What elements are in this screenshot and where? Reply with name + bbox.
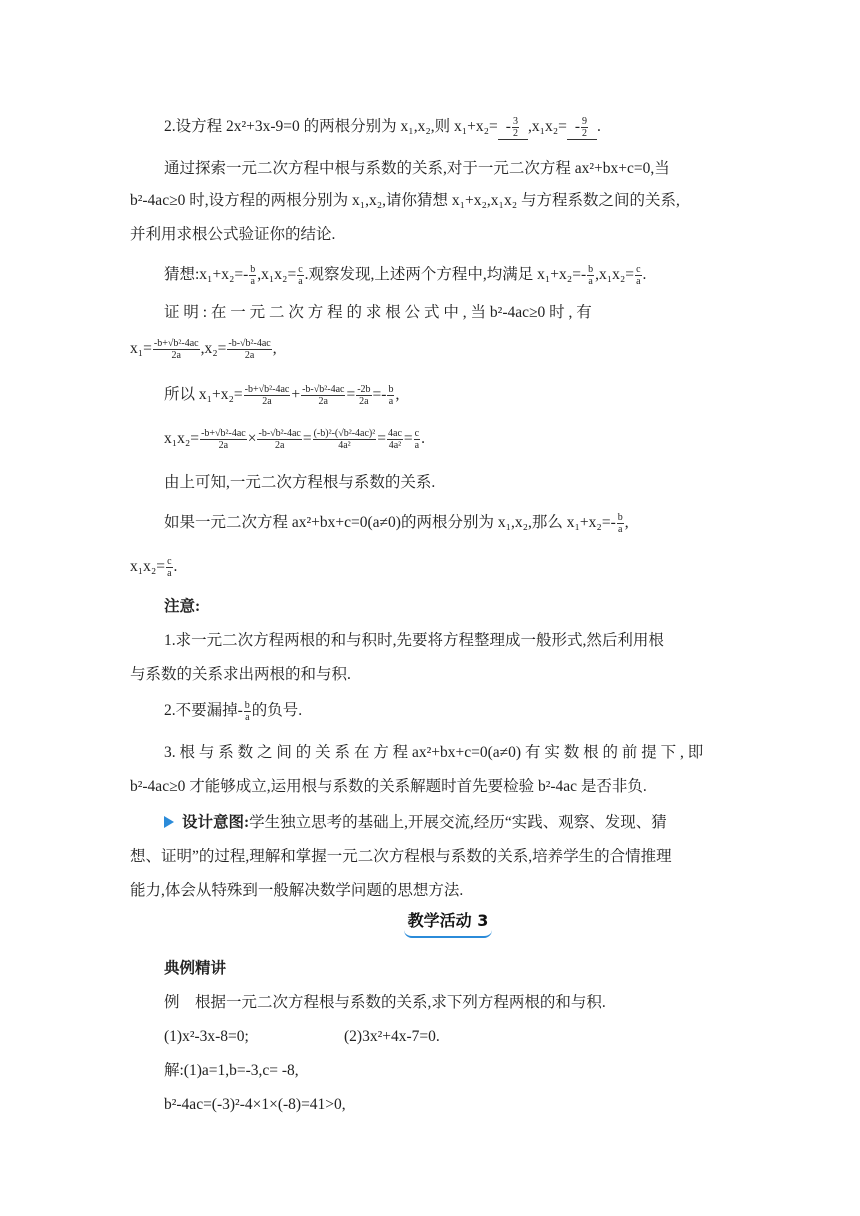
text-span: 如果一元二次方程 ax²+bx+c=0(a≠0)的两根分别为 x₁,x₂,那么 x₁+x₂=- xyxy=(164,514,616,532)
fraction xyxy=(301,384,345,407)
text-span: 猜想:x₁+x₂=- xyxy=(164,266,249,284)
fraction-denominator: 4a² xyxy=(388,440,402,451)
solution-line: b²-4ac=(-3)²-4×1×(-8)=41>0, xyxy=(164,1096,346,1113)
fraction-numerator: 9 xyxy=(582,116,588,127)
fraction-numerator: b xyxy=(244,700,250,711)
answer-sign: - xyxy=(505,118,511,136)
fraction-numerator: c xyxy=(167,556,172,567)
text-span: x₁x₂= xyxy=(164,430,200,448)
fraction-denominator: 2a xyxy=(171,350,181,361)
text-span: ,x₁x₂= xyxy=(595,266,635,284)
text-span: , xyxy=(272,340,277,358)
theorem-line xyxy=(164,512,629,535)
exercise-2-end: . xyxy=(597,118,601,136)
fraction-numerator: c xyxy=(414,428,420,439)
answer-fraction-sum xyxy=(512,116,519,139)
fraction xyxy=(297,264,303,287)
fraction-denominator: 2 xyxy=(512,128,518,139)
fraction xyxy=(153,338,200,361)
text-span: = xyxy=(403,430,413,448)
fraction-denominator: a xyxy=(588,276,593,287)
theorem-line-2 xyxy=(130,556,177,579)
answer-blank-sum xyxy=(498,116,528,140)
fraction xyxy=(387,384,394,407)
fraction xyxy=(313,428,377,451)
fraction-denominator: 2a xyxy=(318,396,328,407)
note-item: 3. 根 与 系 数 之 间 的 关 系 在 方 程 ax²+bx+c=0(a≠0) 有 实 数 根 的 前 提 下 , 即 xyxy=(164,744,704,761)
activity-title: 教学活动 3 xyxy=(402,908,494,934)
design-intent-label: 设计意图: xyxy=(182,814,250,831)
fraction xyxy=(200,428,247,451)
text-span: =- xyxy=(372,386,387,404)
note-item: 与系数的关系求出两根的和与积. xyxy=(130,666,351,683)
text-span: ,x₁x₂= xyxy=(257,266,297,284)
text-span: , xyxy=(395,386,400,404)
fraction-denominator: a xyxy=(245,712,250,723)
example-equation-1: (1)x²-3x-8=0; xyxy=(164,1028,249,1045)
fraction-numerator: b xyxy=(617,512,623,523)
design-intent-line: 能力,体会从特殊到一般解决数学问题的思想方法. xyxy=(130,882,464,899)
fraction-numerator: -2b xyxy=(357,384,371,395)
text-span: ,x₂= xyxy=(200,340,227,358)
answer-fraction-product xyxy=(581,116,588,139)
fraction xyxy=(227,338,271,361)
paragraph-line: 并利用求根公式验证你的结论. xyxy=(130,226,336,243)
fraction-denominator: a xyxy=(298,276,303,287)
roots-formula-line xyxy=(130,338,277,361)
text-span: x₁x₂= xyxy=(130,558,166,576)
text-span: .观察发现,上述两个方程中,均满足 x₁+x₂=- xyxy=(304,266,587,284)
paragraph-line: 通过探索一元二次方程中根与系数的关系,对于一元二次方程 ax²+bx+c=0,当 xyxy=(164,160,670,177)
fraction-denominator: a xyxy=(618,524,623,535)
fraction xyxy=(414,428,420,451)
fraction-denominator: 2a xyxy=(262,396,272,407)
fraction xyxy=(587,264,594,287)
note-item-2 xyxy=(164,700,302,723)
text-span: . xyxy=(642,266,647,284)
fraction-denominator: a xyxy=(167,568,172,579)
example-heading: 典例精讲 xyxy=(164,960,227,977)
fraction xyxy=(356,384,371,407)
conjecture-line xyxy=(164,264,646,287)
fraction-numerator: b xyxy=(388,384,394,395)
exercise-2-mid: ,x₁x₂= xyxy=(527,118,567,136)
fraction xyxy=(244,384,291,407)
design-intent-line: 想、证明”的过程,理解和掌握一元二次方程根与系数的关系,培养学生的合情推理 xyxy=(130,848,672,865)
fraction xyxy=(635,264,641,287)
answer-sign: - xyxy=(574,118,581,136)
example-equation-2: (2)3x²+4x-7=0. xyxy=(344,1028,440,1045)
design-intent xyxy=(164,812,667,834)
fraction-numerator: -b+√b²-4ac xyxy=(244,384,290,395)
fraction-denominator: 2a xyxy=(218,440,229,451)
fraction-denominator: a xyxy=(388,396,394,407)
text-span: x₁= xyxy=(130,340,152,358)
fraction-denominator: 2a xyxy=(274,440,285,451)
fraction-numerator: b xyxy=(250,264,256,275)
fraction-denominator: a xyxy=(250,276,255,287)
play-triangle-icon xyxy=(164,816,174,828)
text-span: 2.不要漏掉- xyxy=(164,702,243,720)
fraction-numerator: c xyxy=(636,264,641,275)
product-derivation-line xyxy=(164,428,425,451)
fraction-numerator: -b+√b²-4ac xyxy=(201,428,246,439)
text-span: = xyxy=(302,430,312,448)
fraction-numerator: -b-√b²-4ac xyxy=(302,384,345,395)
text-span: . xyxy=(173,558,178,576)
text-span: × xyxy=(247,430,257,448)
fraction-numerator: c xyxy=(298,264,303,275)
fraction xyxy=(244,700,251,723)
fraction xyxy=(257,428,301,451)
fraction-numerator: -b-√b²-4ac xyxy=(258,428,301,439)
text-span: = xyxy=(346,386,356,404)
text-span: 学生独立思考的基础上,开展交流,经历“实践、观察、发现、猜 xyxy=(249,814,667,831)
fraction xyxy=(166,556,172,579)
conclusion-line: 由上可知,一元二次方程根与系数的关系. xyxy=(164,474,436,491)
fraction-denominator: 4a² xyxy=(338,440,351,451)
text-span: + xyxy=(291,386,301,404)
note-heading: 注意: xyxy=(164,598,201,615)
fraction xyxy=(249,264,256,287)
fraction-numerator: 3 xyxy=(512,116,518,127)
note-item: 1.求一元二次方程两根的和与积时,先要将方程整理成一般形式,然后利用根 xyxy=(164,632,664,649)
fraction-numerator: 4ac xyxy=(388,428,402,439)
text-span: . xyxy=(421,430,425,448)
fraction xyxy=(617,512,624,535)
fraction-denominator: 2a xyxy=(359,396,369,407)
example-text: 例 根据一元二次方程根与系数的关系,求下列方程两根的和与积. xyxy=(164,994,606,1011)
sum-derivation-line xyxy=(164,384,399,407)
fraction-numerator: -b+√b²-4ac xyxy=(153,338,199,349)
exercise-2-text: 2.设方程 2x²+3x-9=0 的两根分别为 x₁,x₂,则 x₁+x₂= xyxy=(164,118,498,136)
fraction-denominator: 2 xyxy=(582,128,588,139)
note-item: b²-4ac≥0 才能够成立,运用根与系数的关系解题时首先要检验 b²-4ac 是否非负. xyxy=(130,778,647,795)
text-span: 的负号. xyxy=(251,702,303,720)
fraction xyxy=(387,428,403,451)
exercise-2-line xyxy=(164,116,601,140)
text-span: 所以 x₁+x₂= xyxy=(164,386,243,404)
fraction-denominator: 2a xyxy=(244,350,255,361)
proof-line: 证 明 : 在 一 元 二 次 方 程 的 求 根 公 式 中 , 当 b²-4ac≥0 时 , 有 xyxy=(164,304,592,321)
paragraph-line: b²-4ac≥0 时,设方程的两根分别为 x₁,x₂,请你猜想 x₁+x₂,x₁x₂ 与方程系数之间的关系, xyxy=(130,192,680,209)
fraction-numerator: b xyxy=(588,264,594,275)
fraction-numerator: -b-√b²-4ac xyxy=(228,338,271,349)
answer-blank-product xyxy=(567,116,597,140)
text-span: , xyxy=(624,514,629,532)
fraction-denominator: a xyxy=(636,276,641,287)
fraction-denominator: a xyxy=(414,440,420,451)
solution-line: 解:(1)a=1,b=-3,c= -8, xyxy=(164,1062,299,1079)
text-span: = xyxy=(377,430,387,448)
fraction-numerator: (-b)²-(√b²-4ac)² xyxy=(313,428,376,439)
